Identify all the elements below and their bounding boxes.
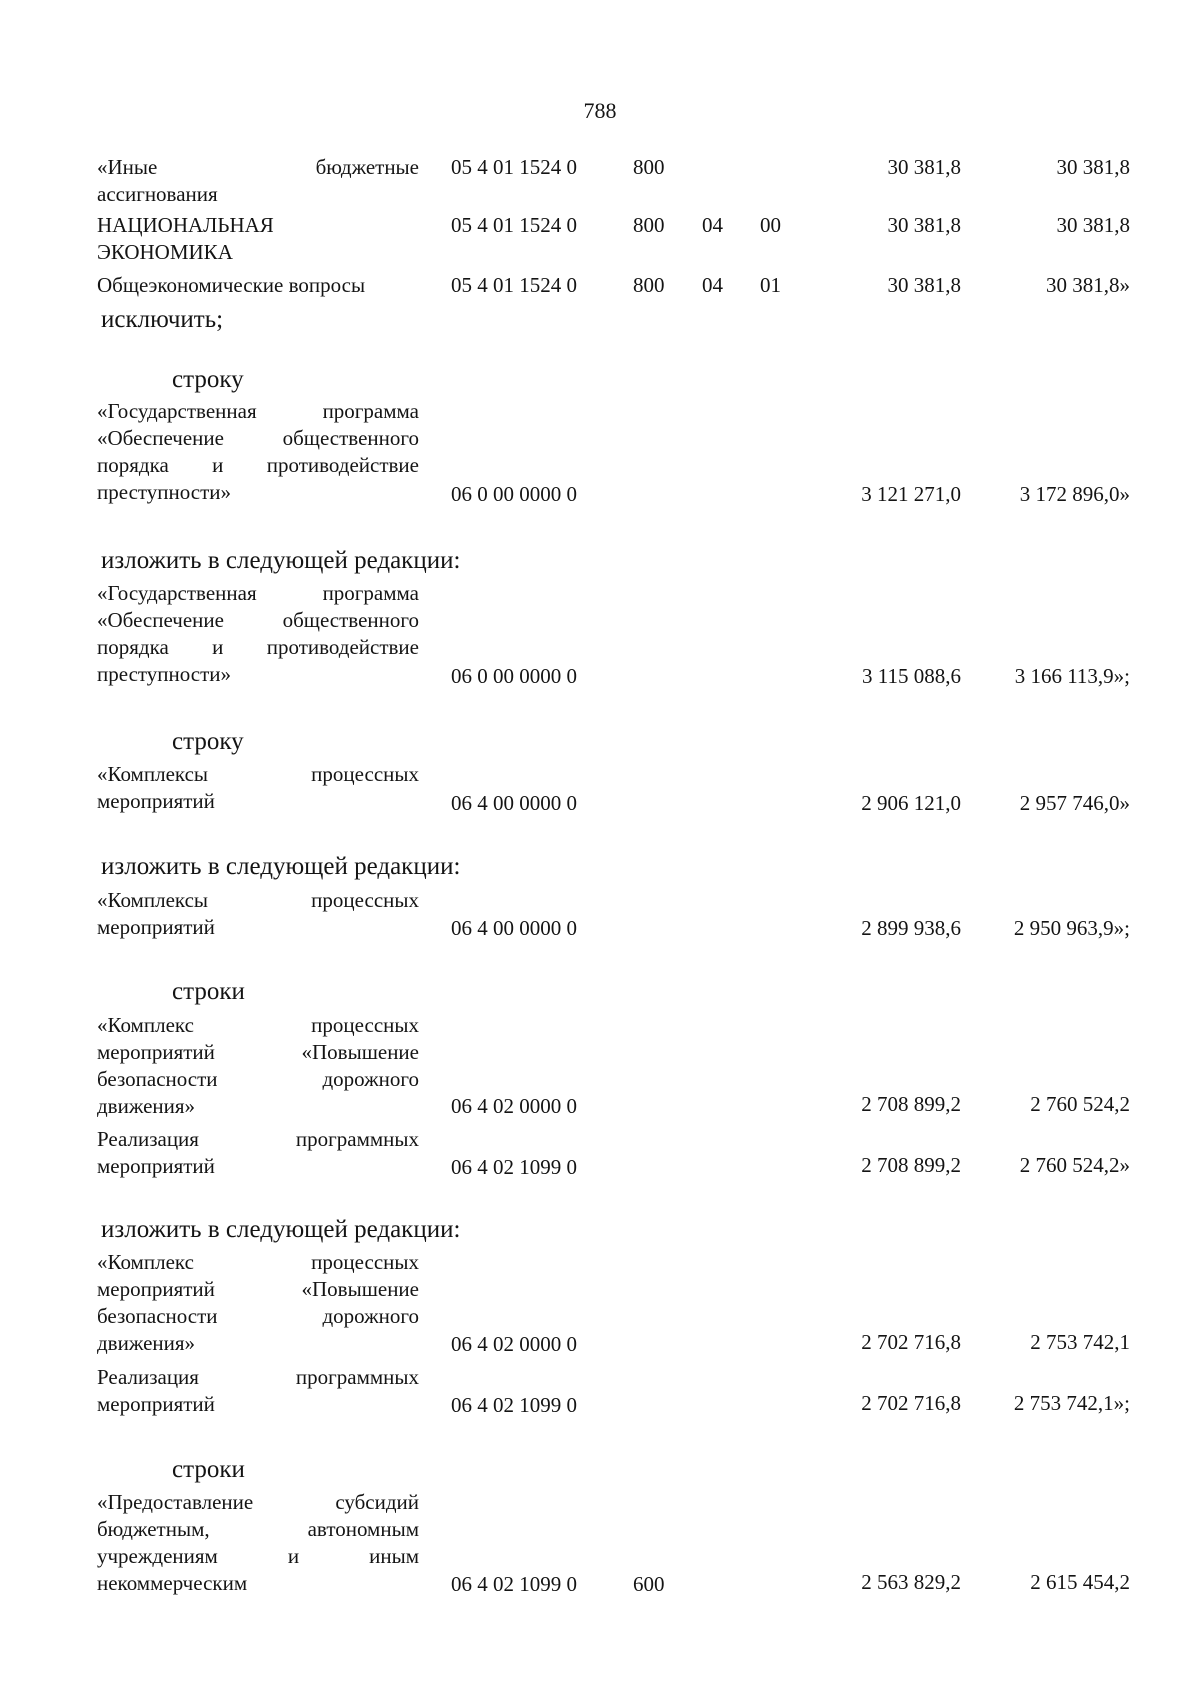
target-article-code: 06 4 00 0000 0 [451, 791, 577, 815]
row-name: «Комплексы процессных мероприятий [97, 762, 419, 813]
amount-year-2: 3 172 896,0» [1019, 482, 1130, 506]
target-article-code: 05 4 01 1524 0 [451, 273, 577, 297]
exclude-instruction: исключить; [101, 306, 224, 333]
amount-year-1: 2 702 716,8 [861, 1330, 961, 1354]
replace-heading: изложить в следующей редакции: [101, 1216, 461, 1243]
target-article-code: 06 0 00 0000 0 [451, 664, 577, 688]
row-name: Общеэкономические вопросы [97, 273, 366, 297]
amount-year-1: 2 702 716,8 [861, 1391, 961, 1415]
target-article-code: 06 4 00 0000 0 [451, 916, 577, 940]
amount-year-1: 3 115 088,6 [862, 664, 961, 688]
row-name: Реализация программных мероприятий [97, 1365, 419, 1416]
target-article-code: 06 4 02 1099 0 [451, 1393, 577, 1417]
row-name: «Комплексы процессных мероприятий [97, 888, 419, 939]
row-heading: строку [172, 728, 244, 755]
expense-type-code: 800 [633, 155, 665, 179]
row-name: «Комплекс процессных мероприятий «Повышение безопасности дорожного движения» [97, 1250, 419, 1355]
amount-year-1: 2 708 899,2 [861, 1153, 961, 1177]
row-name: НАЦИОНАЛЬНАЯ ЭКОНОМИКА [97, 213, 274, 264]
replace-heading: изложить в следующей редакции: [101, 853, 461, 880]
row-name: «Государственная программа «Обеспечение общественного порядка и противодействие преступности» [97, 399, 419, 504]
amount-year-1: 2 906 121,0 [861, 791, 961, 815]
amount-year-1: 30 381,8 [887, 155, 961, 179]
row-name: Реализация программных мероприятий [97, 1127, 419, 1178]
row-name: «Иные бюджетные ассигнования [97, 155, 419, 206]
expense-type-code: 600 [633, 1572, 665, 1596]
amount-year-2: 2 950 963,9»; [1013, 916, 1130, 940]
target-article-code: 06 4 02 0000 0 [451, 1094, 577, 1118]
replace-heading: изложить в следующей редакции: [101, 547, 461, 574]
amount-year-1: 30 381,8 [887, 273, 961, 297]
amount-year-2: 3 166 113,9»; [1014, 664, 1130, 688]
expense-type-code: 800 [633, 273, 665, 297]
amount-year-1: 2 563 829,2 [861, 1570, 961, 1594]
amount-year-2: 2 760 524,2 [1030, 1092, 1130, 1116]
subsection-code: 01 [760, 273, 781, 297]
page-number: 788 [583, 98, 617, 123]
row-name: «Предоставление субсидий бюджетным, автономным учреждениям и иным некоммерческим [97, 1490, 419, 1595]
target-article-code: 06 4 02 1099 0 [451, 1155, 577, 1179]
amount-year-2: 2 615 454,2 [1030, 1570, 1130, 1594]
amount-year-2: 2 760 524,2» [1019, 1153, 1130, 1177]
row-heading: строку [172, 366, 244, 393]
amount-year-1: 30 381,8 [887, 213, 961, 237]
amount-year-2: 30 381,8» [1046, 273, 1130, 297]
amount-year-2: 2 753 742,1»; [1013, 1391, 1130, 1415]
row-name: «Комплекс процессных мероприятий «Повышение безопасности дорожного движения» [97, 1013, 419, 1118]
target-article-code: 06 4 02 1099 0 [451, 1572, 577, 1596]
amount-year-1: 2 708 899,2 [861, 1092, 961, 1116]
target-article-code: 05 4 01 1524 0 [451, 213, 577, 237]
target-article-code: 06 4 02 0000 0 [451, 1332, 577, 1356]
section-code: 04 [702, 273, 723, 297]
expense-type-code: 800 [633, 213, 665, 237]
section-code: 04 [702, 213, 723, 237]
amount-year-1: 3 121 271,0 [861, 482, 961, 506]
rows-heading: строки [172, 978, 245, 1005]
amount-year-2: 2 957 746,0» [1019, 791, 1130, 815]
rows-heading: строки [172, 1456, 245, 1483]
amount-year-1: 2 899 938,6 [861, 916, 961, 940]
row-name: «Государственная программа «Обеспечение общественного порядка и противодействие преступности» [97, 581, 419, 686]
target-article-code: 06 0 00 0000 0 [451, 482, 577, 506]
subsection-code: 00 [760, 213, 781, 237]
amount-year-2: 30 381,8 [1056, 213, 1130, 237]
amount-year-2: 30 381,8 [1056, 155, 1130, 179]
target-article-code: 05 4 01 1524 0 [451, 155, 577, 179]
amount-year-2: 2 753 742,1 [1030, 1330, 1130, 1354]
